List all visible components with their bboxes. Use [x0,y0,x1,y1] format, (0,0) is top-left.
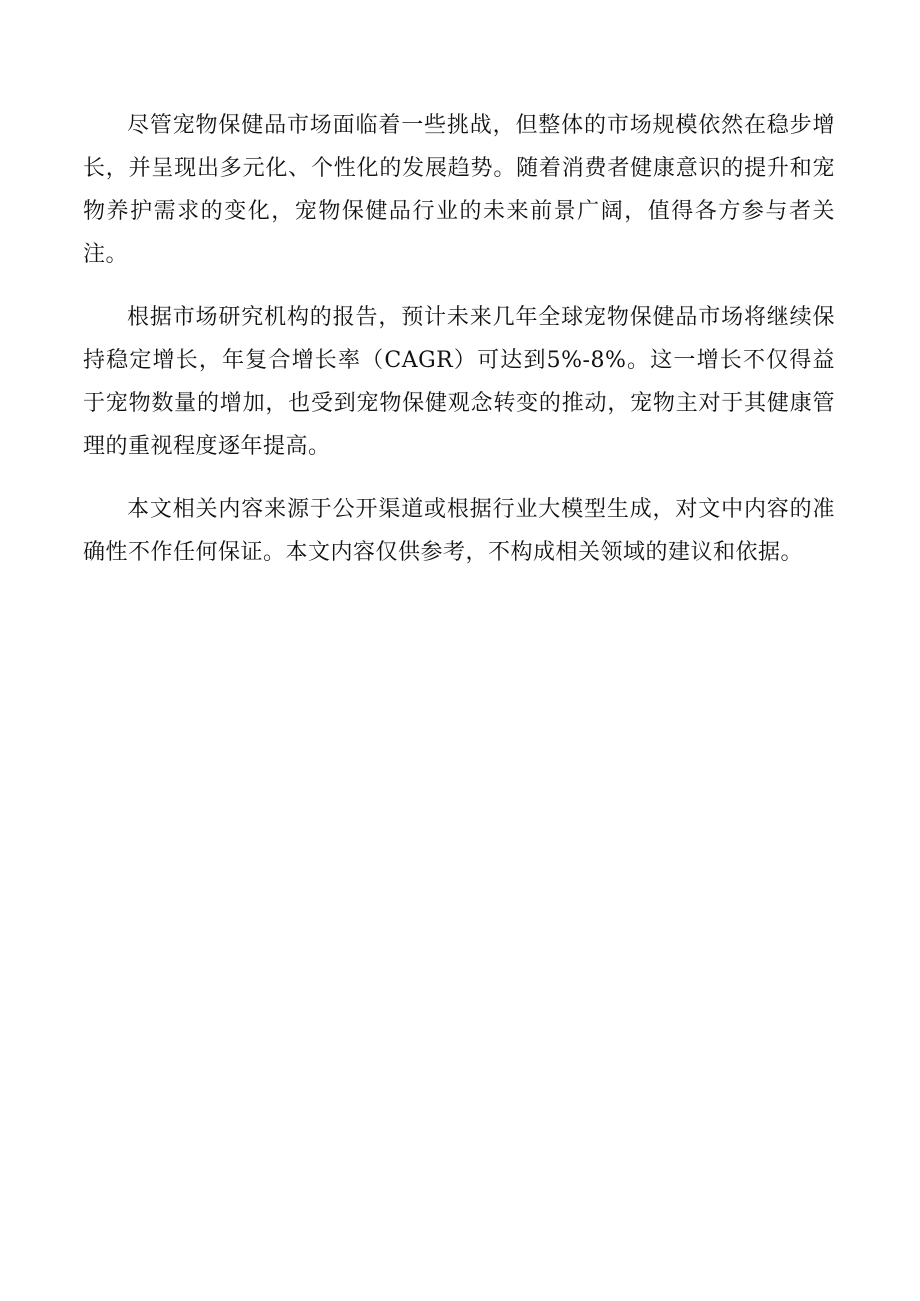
paragraph-growth-forecast: 根据市场研究机构的报告，预计未来几年全球宠物保健品市场将继续保持稳定增长，年复合增长率（CAGR）可达到5%-8%。这一增长不仅得益于宠物数量的增加，也受到宠物保健观念转变的推动，宠物主对于其健康管理的重视程度逐年提高。 [83,305,835,459]
document-body [83,104,835,594]
paragraph-disclaimer: 本文相关内容来源于公开渠道或根据行业大模型生成，对文中内容的准确性不作任何保证。本文内容仅供参考，不构成相关领域的建议和依据。 [83,497,835,565]
paragraph-market-outlook: 尽管宠物保健品市场面临着一些挑战，但整体的市场规模依然在稳步增长，并呈现出多元化、个性化的发展趋势。随着消费者健康意识的提升和宠物养护需求的变化，宠物保健品行业的未来前景广阔，值得各方参与者关注。 [83,113,835,267]
